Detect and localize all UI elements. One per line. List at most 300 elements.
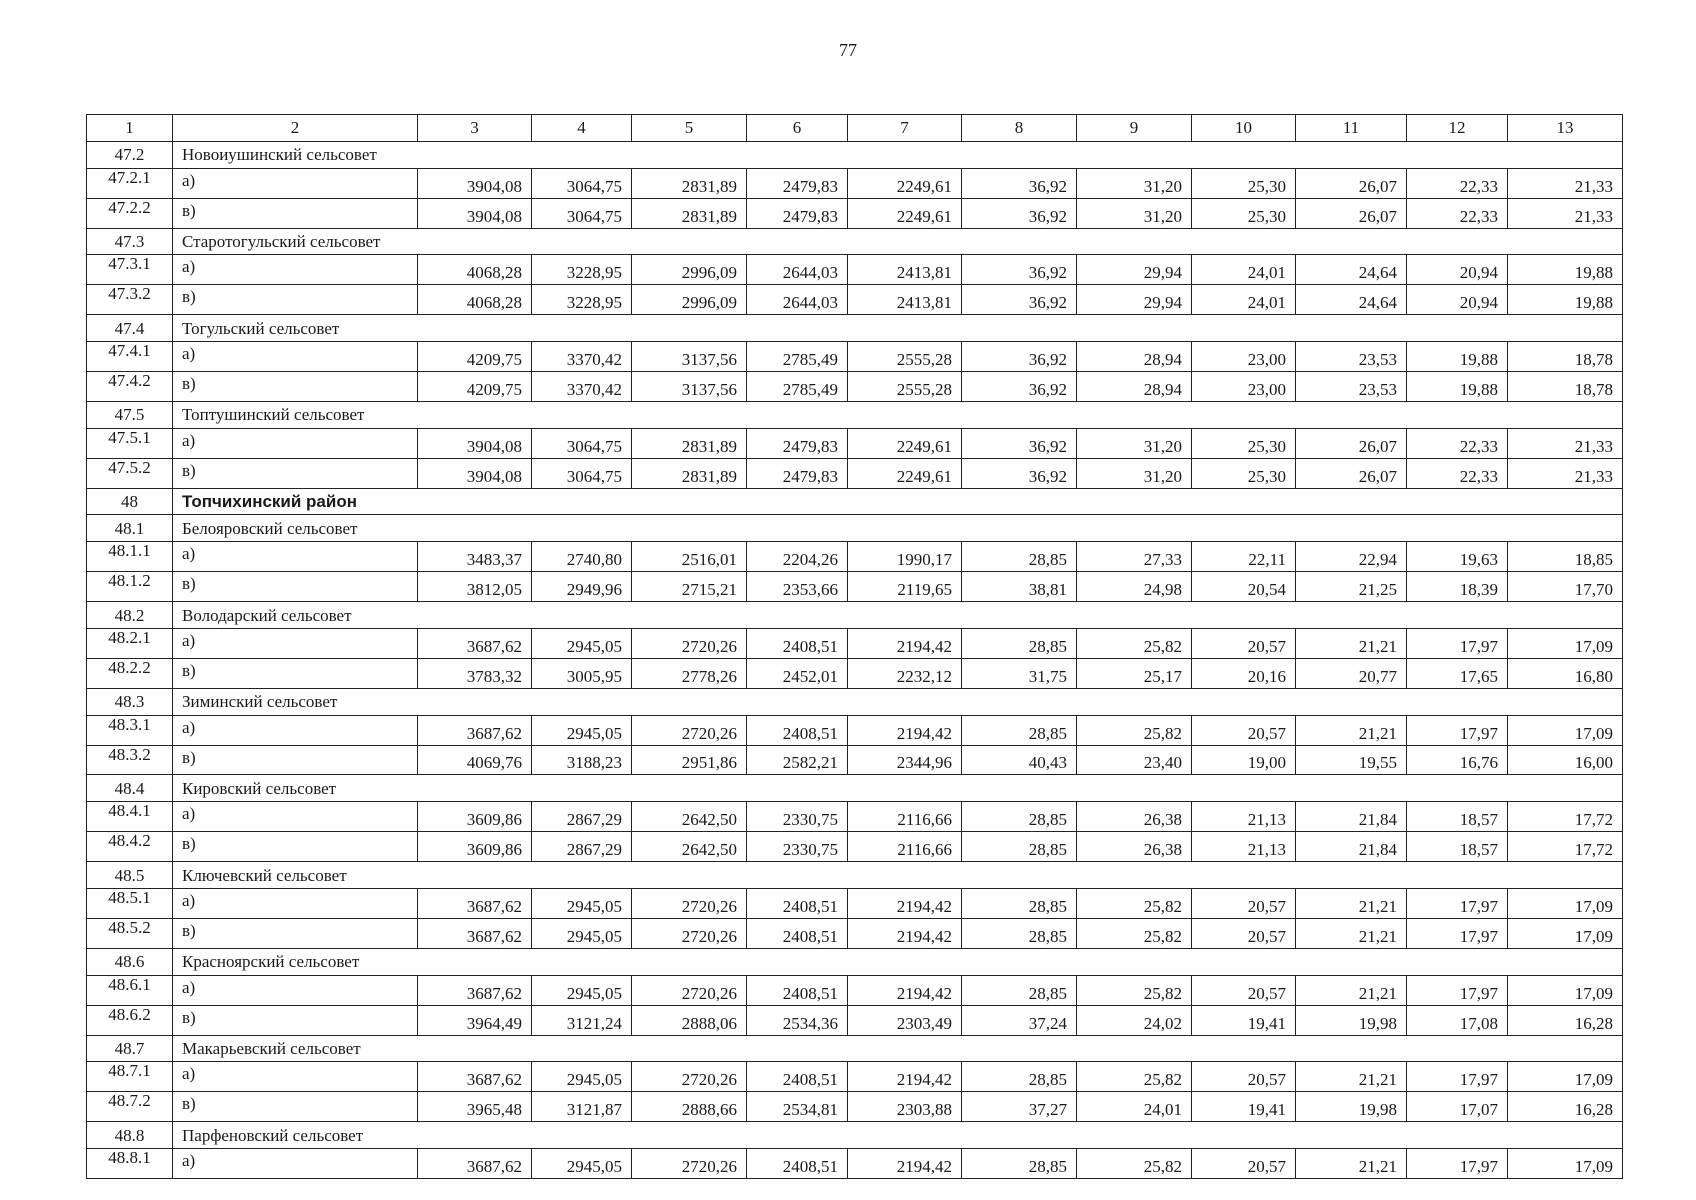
section-title: Зиминский сельсовет — [173, 688, 1623, 715]
row-code: 48.6.2 — [87, 1005, 173, 1035]
row-code: 48.4.2 — [87, 832, 173, 862]
value-cell: 4209,75 — [418, 372, 532, 402]
row-label: а) — [173, 1062, 418, 1092]
table-row — [87, 198, 1623, 228]
value-cell: 24,98 — [1077, 572, 1192, 602]
value-cell: 2831,89 — [632, 458, 747, 488]
value-cell: 31,20 — [1077, 168, 1192, 198]
value-cell: 4069,76 — [418, 745, 532, 775]
value-cell: 2831,89 — [632, 168, 747, 198]
value-cell: 4209,75 — [418, 342, 532, 372]
value-cell: 2945,05 — [532, 1062, 632, 1092]
value-cell: 17,08 — [1407, 1005, 1508, 1035]
section-title: Новоиушинский сельсовет — [173, 141, 1623, 168]
value-cell: 3137,56 — [632, 342, 747, 372]
value-cell: 22,33 — [1407, 198, 1508, 228]
section-title: Топчихинский район — [173, 488, 1623, 515]
value-cell: 37,27 — [962, 1092, 1077, 1122]
value-cell: 2194,42 — [848, 975, 962, 1005]
value-cell: 3609,86 — [418, 802, 532, 832]
section-title: Кировский сельсовет — [173, 775, 1623, 802]
value-cell: 17,09 — [1508, 629, 1623, 659]
value-cell: 20,54 — [1192, 572, 1296, 602]
row-code: 48.3 — [87, 688, 173, 715]
value-cell: 26,07 — [1296, 198, 1407, 228]
value-cell: 2945,05 — [532, 918, 632, 948]
row-code: 48.5 — [87, 862, 173, 889]
table-row — [87, 1149, 1623, 1179]
value-cell: 3783,32 — [418, 658, 532, 688]
row-code: 48 — [87, 488, 173, 515]
value-cell: 22,33 — [1407, 168, 1508, 198]
table-row — [87, 428, 1623, 458]
table-row — [87, 372, 1623, 402]
value-cell: 2867,29 — [532, 832, 632, 862]
row-code: 48.7.1 — [87, 1062, 173, 1092]
value-cell: 2949,96 — [532, 572, 632, 602]
value-cell: 2408,51 — [747, 1149, 848, 1179]
value-cell: 28,85 — [962, 802, 1077, 832]
value-cell: 17,09 — [1508, 889, 1623, 919]
value-cell: 21,33 — [1508, 198, 1623, 228]
column-number: 11 — [1296, 115, 1407, 142]
value-cell: 28,94 — [1077, 372, 1192, 402]
value-cell: 3137,56 — [632, 372, 747, 402]
value-cell: 19,41 — [1192, 1005, 1296, 1035]
value-cell: 2479,83 — [747, 198, 848, 228]
value-cell: 4068,28 — [418, 285, 532, 315]
column-number: 12 — [1407, 115, 1508, 142]
table-row — [87, 458, 1623, 488]
value-cell: 2720,26 — [632, 975, 747, 1005]
section-title: Тогульский сельсовет — [173, 315, 1623, 342]
value-cell: 2642,50 — [632, 802, 747, 832]
value-cell: 2888,06 — [632, 1005, 747, 1035]
value-cell: 28,85 — [962, 542, 1077, 572]
value-cell: 20,57 — [1192, 975, 1296, 1005]
row-code: 48.5.1 — [87, 889, 173, 919]
value-cell: 2720,26 — [632, 715, 747, 745]
value-cell: 25,30 — [1192, 428, 1296, 458]
value-cell: 2249,61 — [848, 428, 962, 458]
value-cell: 19,63 — [1407, 542, 1508, 572]
value-cell: 18,57 — [1407, 832, 1508, 862]
row-code: 48.3.1 — [87, 715, 173, 745]
value-cell: 2720,26 — [632, 629, 747, 659]
value-cell: 3965,48 — [418, 1092, 532, 1122]
value-cell: 22,11 — [1192, 542, 1296, 572]
section-row — [87, 948, 1623, 975]
value-cell: 18,78 — [1508, 342, 1623, 372]
value-cell: 3687,62 — [418, 1149, 532, 1179]
value-cell: 17,72 — [1508, 802, 1623, 832]
value-cell: 2516,01 — [632, 542, 747, 572]
value-cell: 36,92 — [962, 255, 1077, 285]
value-cell: 20,57 — [1192, 715, 1296, 745]
value-cell: 31,20 — [1077, 428, 1192, 458]
row-code: 48.2.2 — [87, 658, 173, 688]
row-label: а) — [173, 255, 418, 285]
column-number: 2 — [173, 115, 418, 142]
value-cell: 21,33 — [1508, 168, 1623, 198]
row-label: в) — [173, 458, 418, 488]
row-label: а) — [173, 1149, 418, 1179]
value-cell: 2778,26 — [632, 658, 747, 688]
row-code: 48.8.1 — [87, 1149, 173, 1179]
value-cell: 20,57 — [1192, 629, 1296, 659]
row-code: 47.4 — [87, 315, 173, 342]
value-cell: 2720,26 — [632, 1149, 747, 1179]
value-cell: 2249,61 — [848, 458, 962, 488]
value-cell: 36,92 — [962, 285, 1077, 315]
value-cell: 2119,65 — [848, 572, 962, 602]
value-cell: 26,07 — [1296, 428, 1407, 458]
table-row — [87, 255, 1623, 285]
row-code: 48.1.2 — [87, 572, 173, 602]
section-row — [87, 1122, 1623, 1149]
value-cell: 19,88 — [1508, 285, 1623, 315]
value-cell: 21,21 — [1296, 1062, 1407, 1092]
row-label: в) — [173, 1005, 418, 1035]
value-cell: 36,92 — [962, 458, 1077, 488]
row-code: 48.1 — [87, 515, 173, 542]
value-cell: 28,85 — [962, 918, 1077, 948]
value-cell: 1990,17 — [848, 542, 962, 572]
value-cell: 21,13 — [1192, 832, 1296, 862]
value-cell: 20,57 — [1192, 1149, 1296, 1179]
row-code: 47.2 — [87, 141, 173, 168]
value-cell: 20,57 — [1192, 918, 1296, 948]
value-cell: 2408,51 — [747, 1062, 848, 1092]
value-cell: 2996,09 — [632, 255, 747, 285]
column-number: 6 — [747, 115, 848, 142]
value-cell: 2996,09 — [632, 285, 747, 315]
value-cell: 28,94 — [1077, 342, 1192, 372]
value-cell: 18,78 — [1508, 372, 1623, 402]
table-row — [87, 715, 1623, 745]
row-label: в) — [173, 658, 418, 688]
value-cell: 21,21 — [1296, 1149, 1407, 1179]
row-label: в) — [173, 285, 418, 315]
value-cell: 17,09 — [1508, 715, 1623, 745]
value-cell: 24,64 — [1296, 255, 1407, 285]
value-cell: 2303,88 — [848, 1092, 962, 1122]
value-cell: 25,82 — [1077, 975, 1192, 1005]
value-cell: 24,02 — [1077, 1005, 1192, 1035]
value-cell: 2720,26 — [632, 1062, 747, 1092]
row-label: в) — [173, 1092, 418, 1122]
value-cell: 2945,05 — [532, 975, 632, 1005]
value-cell: 2330,75 — [747, 802, 848, 832]
value-cell: 3121,24 — [532, 1005, 632, 1035]
value-cell: 26,38 — [1077, 832, 1192, 862]
table-row — [87, 629, 1623, 659]
value-cell: 2194,42 — [848, 629, 962, 659]
value-cell: 20,57 — [1192, 1062, 1296, 1092]
value-cell: 21,21 — [1296, 975, 1407, 1005]
section-row — [87, 602, 1623, 629]
column-number-row — [87, 115, 1623, 142]
row-code: 48.6.1 — [87, 975, 173, 1005]
value-cell: 3188,23 — [532, 745, 632, 775]
value-cell: 3812,05 — [418, 572, 532, 602]
value-cell: 17,97 — [1407, 715, 1508, 745]
value-cell: 19,00 — [1192, 745, 1296, 775]
value-cell: 2785,49 — [747, 342, 848, 372]
value-cell: 2413,81 — [848, 255, 962, 285]
value-cell: 3687,62 — [418, 889, 532, 919]
value-cell: 17,09 — [1508, 975, 1623, 1005]
section-title: Макарьевский сельсовет — [173, 1035, 1623, 1062]
value-cell: 2740,80 — [532, 542, 632, 572]
row-label: а) — [173, 342, 418, 372]
value-cell: 19,88 — [1407, 342, 1508, 372]
value-cell: 28,85 — [962, 629, 1077, 659]
row-code: 48.2.1 — [87, 629, 173, 659]
value-cell: 3005,95 — [532, 658, 632, 688]
row-code: 47.5.2 — [87, 458, 173, 488]
value-cell: 2194,42 — [848, 918, 962, 948]
value-cell: 36,92 — [962, 168, 1077, 198]
value-cell: 21,84 — [1296, 832, 1407, 862]
table-row — [87, 745, 1623, 775]
table-row — [87, 1062, 1623, 1092]
column-number: 1 — [87, 115, 173, 142]
value-cell: 36,92 — [962, 198, 1077, 228]
value-cell: 37,24 — [962, 1005, 1077, 1035]
row-label: в) — [173, 198, 418, 228]
section-row — [87, 862, 1623, 889]
row-label: а) — [173, 802, 418, 832]
value-cell: 21,21 — [1296, 918, 1407, 948]
value-cell: 19,88 — [1508, 255, 1623, 285]
row-code: 48.4.1 — [87, 802, 173, 832]
row-code: 48.5.2 — [87, 918, 173, 948]
value-cell: 2479,83 — [747, 168, 848, 198]
value-cell: 20,94 — [1407, 285, 1508, 315]
value-cell: 20,57 — [1192, 889, 1296, 919]
value-cell: 3370,42 — [532, 372, 632, 402]
value-cell: 19,98 — [1296, 1092, 1407, 1122]
value-cell: 24,64 — [1296, 285, 1407, 315]
value-cell: 21,21 — [1296, 629, 1407, 659]
value-cell: 17,97 — [1407, 975, 1508, 1005]
row-code: 47.3.1 — [87, 255, 173, 285]
value-cell: 2344,96 — [848, 745, 962, 775]
value-cell: 17,07 — [1407, 1092, 1508, 1122]
value-cell: 21,13 — [1192, 802, 1296, 832]
row-code: 47.4.2 — [87, 372, 173, 402]
value-cell: 2642,50 — [632, 832, 747, 862]
value-cell: 17,70 — [1508, 572, 1623, 602]
value-cell: 17,65 — [1407, 658, 1508, 688]
column-number: 9 — [1077, 115, 1192, 142]
row-code: 47.5 — [87, 401, 173, 428]
row-label: в) — [173, 745, 418, 775]
value-cell: 17,09 — [1508, 1149, 1623, 1179]
value-cell: 2555,28 — [848, 372, 962, 402]
section-title: Старотогульский сельсовет — [173, 228, 1623, 255]
value-cell: 21,21 — [1296, 889, 1407, 919]
value-cell: 3904,08 — [418, 198, 532, 228]
value-cell: 17,97 — [1407, 1149, 1508, 1179]
value-cell: 18,39 — [1407, 572, 1508, 602]
section-row — [87, 141, 1623, 168]
section-row — [87, 228, 1623, 255]
value-cell: 36,92 — [962, 342, 1077, 372]
row-code: 47.2.2 — [87, 198, 173, 228]
value-cell: 2644,03 — [747, 285, 848, 315]
value-cell: 19,98 — [1296, 1005, 1407, 1035]
value-cell: 3609,86 — [418, 832, 532, 862]
value-cell: 36,92 — [962, 428, 1077, 458]
value-cell: 21,21 — [1296, 715, 1407, 745]
table-row — [87, 168, 1623, 198]
value-cell: 3687,62 — [418, 918, 532, 948]
section-title: Топтушинский сельсовет — [173, 401, 1623, 428]
section-title: Красноярский сельсовет — [173, 948, 1623, 975]
value-cell: 2116,66 — [848, 832, 962, 862]
value-cell: 3687,62 — [418, 1062, 532, 1092]
value-cell: 2413,81 — [848, 285, 962, 315]
value-cell: 23,00 — [1192, 372, 1296, 402]
row-label: а) — [173, 715, 418, 745]
value-cell: 17,97 — [1407, 629, 1508, 659]
value-cell: 18,85 — [1508, 542, 1623, 572]
value-cell: 3964,49 — [418, 1005, 532, 1035]
row-label: а) — [173, 889, 418, 919]
value-cell: 2888,66 — [632, 1092, 747, 1122]
value-cell: 22,94 — [1296, 542, 1407, 572]
value-cell: 25,17 — [1077, 658, 1192, 688]
value-cell: 28,85 — [962, 1149, 1077, 1179]
table-row — [87, 802, 1623, 832]
value-cell: 3370,42 — [532, 342, 632, 372]
row-code: 48.1.1 — [87, 542, 173, 572]
value-cell: 2204,26 — [747, 542, 848, 572]
value-cell: 21,33 — [1508, 458, 1623, 488]
row-label: в) — [173, 832, 418, 862]
table-row — [87, 832, 1623, 862]
row-label: а) — [173, 629, 418, 659]
value-cell: 38,81 — [962, 572, 1077, 602]
value-cell: 2951,86 — [632, 745, 747, 775]
row-code: 47.3.2 — [87, 285, 173, 315]
value-cell: 2194,42 — [848, 1062, 962, 1092]
table-row — [87, 285, 1623, 315]
value-cell: 2785,49 — [747, 372, 848, 402]
table-row — [87, 542, 1623, 572]
value-cell: 2479,83 — [747, 458, 848, 488]
value-cell: 3904,08 — [418, 428, 532, 458]
value-cell: 2534,36 — [747, 1005, 848, 1035]
value-cell: 3228,95 — [532, 255, 632, 285]
row-label: в) — [173, 372, 418, 402]
value-cell: 21,33 — [1508, 428, 1623, 458]
tariff-table — [86, 114, 1623, 1179]
value-cell: 21,84 — [1296, 802, 1407, 832]
section-row — [87, 515, 1623, 542]
column-number: 3 — [418, 115, 532, 142]
value-cell: 22,33 — [1407, 428, 1508, 458]
row-label: а) — [173, 168, 418, 198]
column-number: 13 — [1508, 115, 1623, 142]
value-cell: 20,94 — [1407, 255, 1508, 285]
value-cell: 19,41 — [1192, 1092, 1296, 1122]
row-code: 47.4.1 — [87, 342, 173, 372]
row-code: 48.7.2 — [87, 1092, 173, 1122]
row-code: 48.7 — [87, 1035, 173, 1062]
value-cell: 2831,89 — [632, 428, 747, 458]
value-cell: 22,33 — [1407, 458, 1508, 488]
value-cell: 3687,62 — [418, 975, 532, 1005]
value-cell: 2582,21 — [747, 745, 848, 775]
table-row — [87, 918, 1623, 948]
row-code: 47.2.1 — [87, 168, 173, 198]
table-row — [87, 1092, 1623, 1122]
value-cell: 2194,42 — [848, 889, 962, 919]
value-cell: 31,75 — [962, 658, 1077, 688]
value-cell: 36,92 — [962, 372, 1077, 402]
value-cell: 20,77 — [1296, 658, 1407, 688]
value-cell: 2408,51 — [747, 889, 848, 919]
row-label: а) — [173, 542, 418, 572]
value-cell: 17,72 — [1508, 832, 1623, 862]
table-row — [87, 572, 1623, 602]
value-cell: 17,97 — [1407, 1062, 1508, 1092]
value-cell: 23,53 — [1296, 372, 1407, 402]
value-cell: 28,85 — [962, 1062, 1077, 1092]
value-cell: 2116,66 — [848, 802, 962, 832]
value-cell: 17,09 — [1508, 918, 1623, 948]
value-cell: 20,16 — [1192, 658, 1296, 688]
value-cell: 27,33 — [1077, 542, 1192, 572]
page-number: 77 — [839, 40, 857, 60]
value-cell: 2945,05 — [532, 715, 632, 745]
value-cell: 2644,03 — [747, 255, 848, 285]
value-cell: 26,07 — [1296, 458, 1407, 488]
value-cell: 2408,51 — [747, 715, 848, 745]
column-number: 5 — [632, 115, 747, 142]
table-row — [87, 975, 1623, 1005]
value-cell: 16,28 — [1508, 1005, 1623, 1035]
value-cell: 2945,05 — [532, 1149, 632, 1179]
row-code: 48.8 — [87, 1122, 173, 1149]
value-cell: 23,40 — [1077, 745, 1192, 775]
row-label: в) — [173, 572, 418, 602]
value-cell: 16,00 — [1508, 745, 1623, 775]
value-cell: 24,01 — [1077, 1092, 1192, 1122]
column-number: 4 — [532, 115, 632, 142]
row-label: а) — [173, 428, 418, 458]
value-cell: 3904,08 — [418, 458, 532, 488]
value-cell: 3064,75 — [532, 428, 632, 458]
value-cell: 28,85 — [962, 832, 1077, 862]
table-row — [87, 889, 1623, 919]
value-cell: 2720,26 — [632, 889, 747, 919]
value-cell: 28,85 — [962, 889, 1077, 919]
table-body — [87, 115, 1623, 1179]
section-row — [87, 775, 1623, 802]
value-cell: 3687,62 — [418, 629, 532, 659]
row-code: 48.4 — [87, 775, 173, 802]
section-title: Белояровский сельсовет — [173, 515, 1623, 542]
value-cell: 2408,51 — [747, 918, 848, 948]
value-cell: 3064,75 — [532, 168, 632, 198]
row-code: 47.3 — [87, 228, 173, 255]
value-cell: 28,85 — [962, 975, 1077, 1005]
value-cell: 25,82 — [1077, 629, 1192, 659]
